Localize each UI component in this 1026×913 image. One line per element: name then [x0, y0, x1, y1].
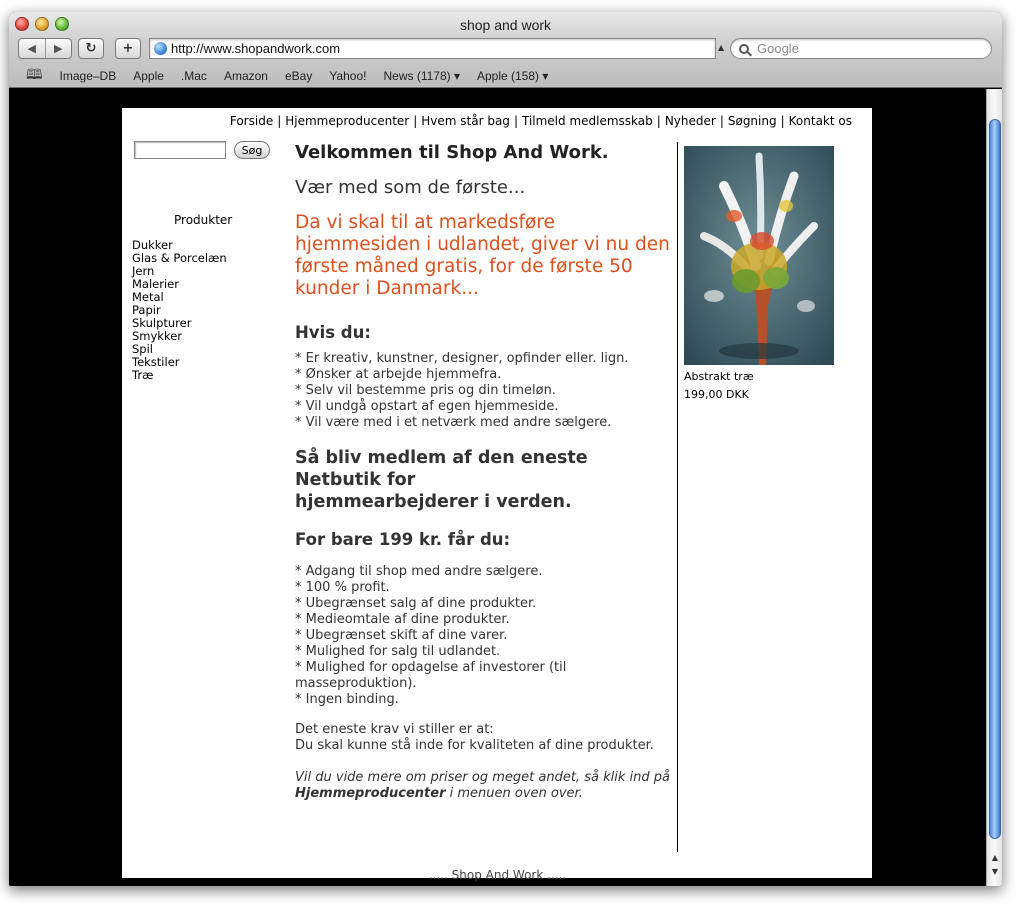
- price-heading: For bare 199 kr. får du:: [295, 530, 511, 549]
- bookmark-item[interactable]: News (1178) ▾: [383, 69, 460, 83]
- window-title: shop and work: [459, 17, 552, 33]
- add-bookmark-button[interactable]: +: [115, 38, 141, 59]
- product-image[interactable]: [684, 146, 834, 365]
- list-item: * Mulighed for salg til udlandet.: [295, 644, 501, 659]
- list-item: * Selv vil bestemme pris og din timeløn.: [295, 383, 556, 398]
- toolbar: [9, 37, 1002, 61]
- category-item[interactable]: Skulpturer: [132, 316, 192, 330]
- nav-separator: |: [513, 114, 518, 128]
- nav-separator: |: [277, 114, 282, 128]
- list-item: * Vil undgå opstart af egen hjemmeside.: [295, 399, 559, 414]
- search-placeholder: Google: [757, 41, 799, 56]
- title-bar: [9, 12, 1002, 36]
- top-navigation: [230, 114, 852, 128]
- nav-separator: |: [780, 114, 785, 128]
- category-item[interactable]: Spil: [132, 342, 153, 356]
- list-item: * Ubegrænset skift af dine varer.: [295, 628, 508, 643]
- search-icon: [739, 44, 749, 54]
- category-item[interactable]: Glas & Porcelæn: [132, 251, 227, 265]
- category-item[interactable]: Metal: [132, 290, 164, 304]
- list-item: * Mulighed for opdagelse af investorer (til masseproduktion).: [295, 660, 567, 691]
- join-heading: Vær med som de første...: [295, 177, 526, 198]
- vertical-scrollbar[interactable]: [986, 89, 1002, 886]
- benefits-list: [295, 564, 615, 708]
- list-item: * Ønsker at arbejde hjemmefra.: [295, 367, 502, 382]
- category-item[interactable]: Malerier: [132, 277, 179, 291]
- book-icon[interactable]: 🕮: [26, 66, 43, 82]
- category-item[interactable]: Smykker: [132, 329, 183, 343]
- list-item: * Ubegrænset salg af dine produkter.: [295, 596, 537, 611]
- reload-button[interactable]: ↻: [78, 38, 104, 59]
- bookmark-item[interactable]: Yahoo!: [329, 69, 367, 83]
- list-item: * Ingen binding.: [295, 692, 399, 707]
- search-field[interactable]: [730, 38, 992, 59]
- back-button[interactable]: ◀: [19, 39, 46, 58]
- bookmark-item[interactable]: Apple: [133, 69, 164, 83]
- category-list: [132, 239, 227, 382]
- if-heading: Hvis du:: [295, 323, 371, 342]
- nav-separator: |: [413, 114, 418, 128]
- more-info-before: Vil du vide mere om priser og meget andet, så klik ind på: [295, 770, 670, 785]
- chevron-up-icon[interactable]: ▲: [718, 43, 725, 52]
- footer-text: ..... Shop And Work .....: [428, 868, 567, 882]
- list-item: * Adgang til shop med andre sælgere.: [295, 564, 543, 579]
- forward-button[interactable]: ▶: [54, 42, 63, 55]
- globe-icon: [154, 42, 167, 55]
- member-heading: Så bliv medlem af den eneste Netbutik for hjemmearbejderer i verden.: [295, 448, 588, 512]
- product-name[interactable]: Abstrakt træ: [684, 370, 754, 383]
- requirement-line: Det eneste krav vi stiller er at:: [295, 722, 494, 737]
- scroll-up-arrow-icon[interactable]: ▲: [991, 852, 999, 862]
- bookmark-item[interactable]: Amazon: [223, 69, 268, 83]
- product-price: 199,00 DKK: [684, 388, 749, 401]
- search-button[interactable]: Søg: [234, 141, 270, 159]
- nav-kontakt[interactable]: Kontakt os: [788, 114, 852, 128]
- page-content: [122, 108, 872, 878]
- abstract-tree-painting: [684, 146, 834, 365]
- welcome-heading: Velkommen til Shop And Work.: [295, 142, 609, 163]
- list-item: * Vil være med i et netværk med andre sælgere.: [295, 415, 612, 430]
- product-search-input[interactable]: [134, 141, 226, 159]
- if-list: [295, 351, 675, 431]
- scrollbar-thumb[interactable]: [989, 119, 1001, 839]
- requirement-text: [295, 722, 675, 754]
- bookmark-item[interactable]: Apple (158) ▾: [476, 69, 549, 83]
- category-item[interactable]: Papir: [132, 303, 161, 317]
- nav-tilmeld[interactable]: Tilmeld medlemsskab: [521, 114, 653, 128]
- bookmarks-bar: [9, 65, 1002, 87]
- category-item[interactable]: Jern: [132, 264, 155, 278]
- more-info-after: i menuen oven over.: [445, 786, 583, 801]
- browser-window: [9, 12, 1002, 886]
- list-item: * 100 % profit.: [295, 580, 390, 595]
- more-info-link: Hjemmeproducenter: [295, 786, 446, 801]
- nav-nyheder[interactable]: Nyheder: [664, 114, 716, 128]
- category-item[interactable]: Dukker: [132, 238, 173, 252]
- featured-product: [684, 146, 854, 401]
- column-divider: [677, 142, 678, 852]
- requirement-line: Du skal kunne stå inde for kvaliteten af dine produkter.: [295, 738, 654, 753]
- bookmark-item[interactable]: .Mac: [180, 69, 207, 83]
- page-viewport: [9, 89, 986, 886]
- browser-chrome: [9, 12, 1002, 88]
- bookmark-item[interactable]: Image–DB: [59, 69, 117, 83]
- back-forward-buttons: [18, 38, 72, 59]
- nav-separator: |: [656, 114, 661, 128]
- scroll-down-arrow-icon[interactable]: ▼: [991, 866, 999, 876]
- nav-separator: |: [719, 114, 724, 128]
- more-info-text: [295, 770, 675, 802]
- list-item: * Medieomtale af dine produkter.: [295, 612, 510, 627]
- address-bar[interactable]: [149, 38, 716, 59]
- nav-forside[interactable]: Forside: [229, 114, 274, 128]
- category-item[interactable]: Tekstiler: [132, 355, 180, 369]
- nav-hjemmeproducenter[interactable]: Hjemmeproducenter: [285, 114, 410, 128]
- nav-hvem-staar-bag[interactable]: Hvem står bag: [421, 114, 510, 128]
- categories-heading: Produkter: [174, 213, 233, 227]
- url-text: http://www.shopandwork.com: [171, 41, 341, 56]
- category-item[interactable]: Træ: [132, 368, 154, 382]
- list-item: * Er kreativ, kunstner, designer, opfinder eller. lign.: [295, 351, 629, 366]
- nav-soegning[interactable]: Søgning: [727, 114, 777, 128]
- main-content: [295, 142, 675, 802]
- bookmark-item[interactable]: eBay: [284, 69, 313, 83]
- promo-text: Da vi skal til at markedsføre hjemmesiden i udlandet, giver vi nu den første måned gratis, for de første 50 kunder i Danmark...: [295, 212, 670, 299]
